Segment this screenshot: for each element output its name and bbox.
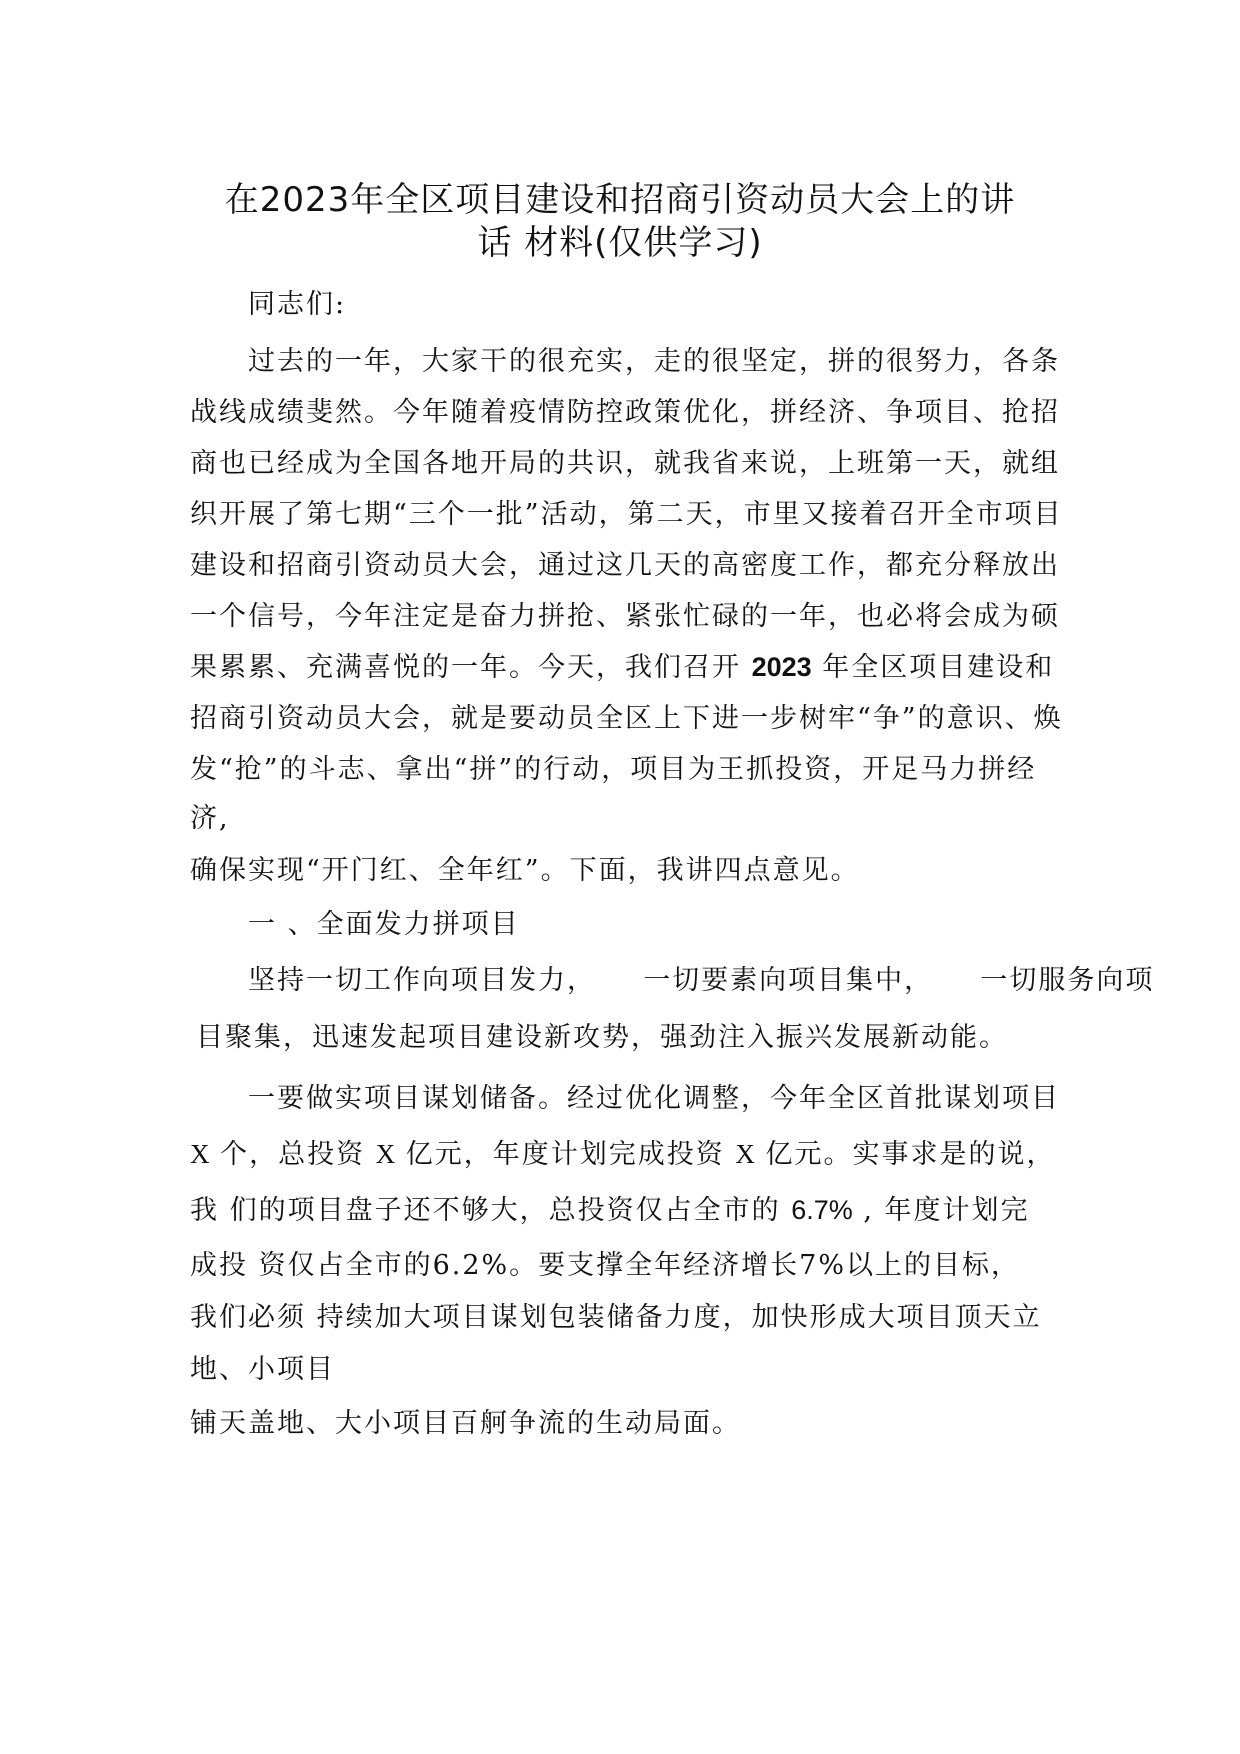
paragraph-line: 我们必须 持续加大项目谋划包装储备力度，加快形成大项目顶天立	[190, 1302, 1042, 1333]
paragraph-line: 济,	[190, 803, 230, 834]
section-heading: 一 、全面发力拼项目	[248, 909, 520, 940]
paragraph-line: 目聚集，迅速发起项目建设新攻势，强劲注入振兴发展新动能。	[196, 1022, 1008, 1053]
paragraph-text: 亿元。实事求是的说，	[765, 1139, 1056, 1170]
paragraph-line: 建设和招商引资动员大会，通过这几天的高密度工作，都充分释放出	[190, 550, 1060, 581]
placeholder-x: X	[375, 1139, 396, 1169]
paragraph-line	[190, 1188, 1030, 1227]
paragraph-text: 我 们的项目盘子还不够大，总投资仅占全市的	[190, 1195, 781, 1226]
document-title-line-1: 在2023年全区项目建设和招商引资动员大会上的讲	[224, 180, 1016, 220]
paragraph-text: 果累累、充满喜悦的一年。今天，我们召开	[190, 652, 741, 683]
year-number: 2023	[751, 652, 812, 682]
placeholder-x: X	[735, 1139, 755, 1169]
paragraph-line: 一要做实项目谋划储备。经过优化调整，今年全区首批谋划项目	[248, 1083, 1060, 1114]
paragraph-text: 坚持一切工作向项目发力，	[248, 965, 596, 996]
paragraph-line: 发“抢”的斗志、拿出“拼”的行动，项目为王抓投资，开足马力拼经	[190, 754, 1037, 785]
paragraph-line: 过去的一年，大家干的很充实，走的很坚定，拼的很努力，各条	[248, 346, 1060, 377]
paragraph-line: 确保实现“开门红、全年红”。下面，我讲四点意见。	[190, 855, 860, 886]
paragraph-text: , 年度计划完	[863, 1195, 1030, 1226]
placeholder-x: X	[190, 1139, 210, 1169]
paragraph-line: 商也已经成为全国各地开局的共识，就我省来说，上班第一天，就组	[190, 448, 1060, 479]
paragraph-line: 招商引资动员大会，就是要动员全区上下进一步树牢“争”的意识、焕	[190, 703, 1063, 734]
paragraph-line: 地、小项目	[190, 1354, 335, 1385]
paragraph-line: 铺天盖地、大小项目百舸争流的生动局面。	[190, 1408, 741, 1439]
paragraph-line	[190, 645, 1054, 684]
paragraph-line	[248, 958, 1154, 997]
salutation: 同志们:	[248, 289, 347, 320]
percentage: 6.7%	[791, 1195, 853, 1225]
paragraph-text: 一切服务向项	[980, 965, 1155, 996]
paragraph-line	[190, 1132, 1055, 1171]
paragraph-text: 一切要素向项目集中，	[643, 965, 934, 996]
paragraph-line: 织开展了第七期“三个一批”活动，第二天，市里又接着召开全市项目	[190, 499, 1063, 530]
document-title-line-2: 话 材料(仅供学习)	[477, 223, 763, 263]
paragraph-line: 成投 资仅占全市的6.2%。要支撑全年经济增长7%以上的目标，	[190, 1250, 1021, 1281]
paragraph-text: 个，总投资	[220, 1139, 366, 1170]
paragraph-line: 战线成绩斐然。今年随着疫情防控政策优化，拼经济、争项目、抢招	[190, 397, 1060, 428]
paragraph-line: 一个信号，今年注定是奋力拼抢、紧张忙碌的一年，也必将会成为硕	[190, 601, 1060, 632]
paragraph-text: 年全区项目建设和	[822, 652, 1055, 683]
paragraph-text: 亿元，年度计划完成投资	[405, 1139, 725, 1170]
